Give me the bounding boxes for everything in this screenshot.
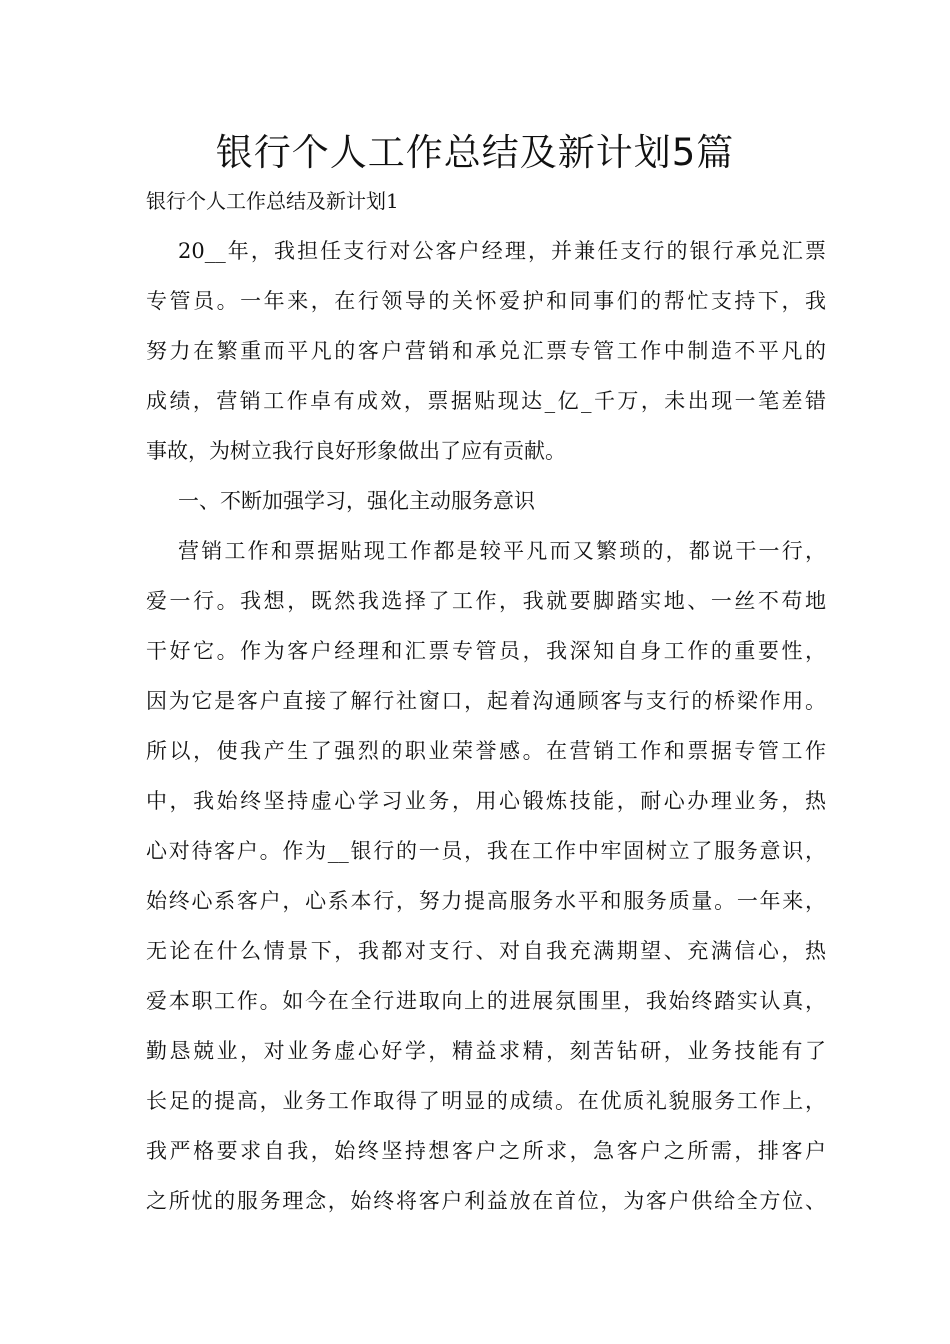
- body-line: 成绩，营销工作卓有成效，票据贴现达_亿_千万，未出现一笔差错: [146, 389, 826, 413]
- body-line: 事故，为树立我行良好形象做出了应有贡献。: [146, 439, 566, 463]
- body-line: 无论在什么情景下，我都对支行、对自我充满期望、充满信心，热: [146, 939, 826, 963]
- body-line: 中，我始终坚持虚心学习业务，用心锻炼技能，耐心办理业务，热: [146, 789, 826, 813]
- body-line: 营销工作和票据贴现工作都是较平凡而又繁琐的，都说干一行，: [178, 539, 826, 563]
- body-line: 勤恳兢业，对业务虚心好学，精益求精，刻苦钻研，业务技能有了: [146, 1039, 826, 1063]
- body-line: 之所忧的服务理念，始终将客户利益放在首位，为客户供给全方位、: [146, 1189, 826, 1213]
- body-line: 因为它是客户直接了解行社窗口，起着沟通顾客与支行的桥梁作用。: [146, 689, 826, 713]
- document-title: 银行个人工作总结及新计划5篇: [215, 131, 735, 174]
- body-line: 干好它。作为客户经理和汇票专管员，我深知自身工作的重要性，: [146, 639, 826, 663]
- body-line: 我严格要求自我，始终坚持想客户之所求，急客户之所需，排客户: [146, 1139, 826, 1163]
- section-subtitle: 银行个人工作总结及新计划1: [146, 189, 399, 213]
- body-line: 始终心系客户，心系本行，努力提高服务水平和服务质量。一年来，: [146, 889, 826, 913]
- section-heading: 一、不断加强学习，强化主动服务意识: [178, 489, 535, 513]
- body-line: 长足的提高，业务工作取得了明显的成绩。在优质礼貌服务工作上，: [146, 1089, 826, 1113]
- body-line: 爱本职工作。如今在全行进取向上的进展氛围里，我始终踏实认真，: [146, 989, 826, 1013]
- body-line: 努力在繁重而平凡的客户营销和承兑汇票专管工作中制造不平凡的: [146, 339, 826, 363]
- body-line: 专管员。一年来，在行领导的关怀爱护和同事们的帮忙支持下，我: [146, 289, 826, 313]
- body-line: 所以，使我产生了强烈的职业荣誉感。在营销工作和票据专管工作: [146, 739, 826, 763]
- body-line: 爱一行。我想，既然我选择了工作，我就要脚踏实地、一丝不苟地: [146, 589, 826, 613]
- body-line: 20__年，我担任支行对公客户经理，并兼任支行的银行承兑汇票: [178, 239, 826, 263]
- body-line: 心对待客户。作为__银行的一员，我在工作中牢固树立了服务意识，: [146, 839, 826, 863]
